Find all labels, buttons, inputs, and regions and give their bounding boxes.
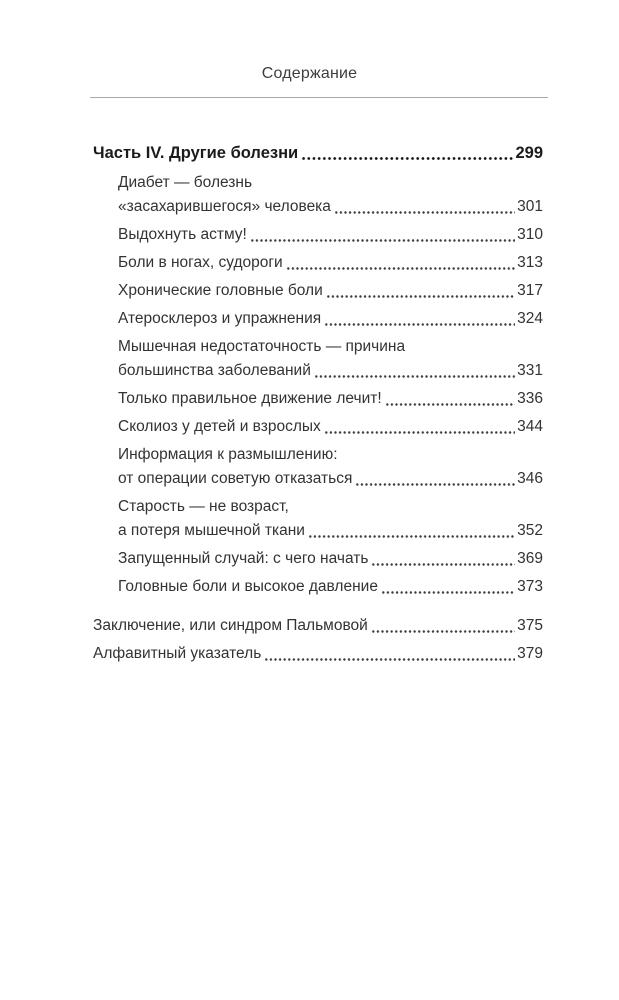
dot-leader <box>326 279 515 303</box>
toc-entry <box>93 223 543 247</box>
toc-entry-title: Алфавитный указатель <box>93 645 262 662</box>
toc-entry-title: Мышечная недостаточность — причина <box>118 338 406 355</box>
toc-entry-title: Хронические головные боли <box>118 282 323 299</box>
toc-entry-title: Диабет — болезнь <box>118 174 253 191</box>
toc-entry-title: «засахарившегося» человека <box>118 198 331 215</box>
toc-entry-title: большинства заболеваний <box>118 362 311 379</box>
dot-leader <box>371 614 515 638</box>
toc-entry-title: Головные боли и высокое давление <box>118 578 378 595</box>
toc-entry <box>93 387 543 411</box>
toc-entry-line <box>118 171 543 195</box>
toc-entry-title: Сколиоз у детей и взрослых <box>118 418 321 435</box>
toc-entry-page: 344 <box>517 418 543 435</box>
dot-leader <box>286 251 515 275</box>
toc-entry <box>93 642 543 666</box>
dot-leader <box>314 359 515 383</box>
toc-entry-page: 317 <box>517 282 543 299</box>
toc-entry-page: 375 <box>517 617 543 634</box>
toc-entry-page: 346 <box>517 470 543 487</box>
toc-entry-page: 331 <box>517 362 543 379</box>
toc-entry-line-with-page <box>118 415 543 439</box>
toc-entry-title: Атеросклероз и упражнения <box>118 310 322 327</box>
toc-entry-title: Заключение, или синдром Пальмовой <box>93 617 368 634</box>
toc-entry-title: Боли в ногах, судороги <box>118 254 283 271</box>
toc-entry <box>93 335 543 383</box>
toc-entry-line-with-page <box>118 307 543 331</box>
toc-entry-title: Информация к размышлению: <box>118 446 338 463</box>
toc-entry <box>93 547 543 571</box>
toc-entry <box>93 415 543 439</box>
toc-entry <box>93 495 543 543</box>
toc-entry-line-with-page <box>93 614 543 638</box>
table-of-contents <box>93 142 543 670</box>
dot-leader <box>381 575 515 599</box>
toc-entry-line-with-page <box>118 359 543 383</box>
toc-entry-line <box>118 335 543 359</box>
dot-leader <box>301 142 513 165</box>
toc-entry-line-with-page <box>118 195 543 219</box>
toc-entry-line-with-page <box>118 387 543 411</box>
toc-entry-title: Только правильное движение лечит! <box>118 390 382 407</box>
toc-part-title: Часть IV. Другие болезни <box>93 144 299 162</box>
dot-leader <box>324 307 515 331</box>
toc-entry-title: Старость — не возраст, <box>118 498 289 515</box>
toc-entry-page: 313 <box>517 254 543 271</box>
dot-leader <box>324 415 515 439</box>
dot-leader <box>308 519 515 543</box>
toc-entry-title: Запущенный случай: с чего начать <box>118 550 369 567</box>
toc-entry <box>93 575 543 599</box>
toc-entry <box>93 307 543 331</box>
dot-leader <box>385 387 515 411</box>
toc-entry-title: а потеря мышечной ткани <box>118 522 305 539</box>
toc-part-page: 299 <box>515 144 543 162</box>
toc-entry-page: 310 <box>517 226 543 243</box>
toc-entry <box>93 171 543 219</box>
toc-entry-title: Выдохнуть астму! <box>118 226 247 243</box>
toc-entry-page: 324 <box>517 310 543 327</box>
toc-entry-page: 369 <box>517 550 543 567</box>
toc-entry <box>93 279 543 303</box>
header-divider <box>90 97 548 98</box>
toc-entry-page: 301 <box>517 198 543 215</box>
toc-entry-line-with-page <box>118 519 543 543</box>
toc-entry-line-with-page <box>118 279 543 303</box>
dot-leader <box>264 642 515 666</box>
page-title: Содержание <box>261 65 358 82</box>
toc-entry-line-with-page <box>118 223 543 247</box>
toc-entry <box>93 614 543 638</box>
toc-entry-page: 373 <box>517 578 543 595</box>
toc-entry-page: 336 <box>517 390 543 407</box>
toc-entry <box>93 443 543 491</box>
dot-leader <box>334 195 515 219</box>
dot-leader <box>250 223 515 247</box>
toc-entry-line-with-page <box>118 251 543 275</box>
toc-entry-line-with-page <box>118 575 543 599</box>
toc-entry-page: 379 <box>517 645 543 662</box>
toc-entry-page: 352 <box>517 522 543 539</box>
toc-part-heading <box>93 142 543 165</box>
toc-entry-line-with-page <box>118 547 543 571</box>
toc-entry-line-with-page <box>93 642 543 666</box>
toc-entries <box>93 171 543 599</box>
toc-entry <box>93 251 543 275</box>
toc-entry-line <box>118 495 543 519</box>
dot-leader <box>355 467 515 491</box>
toc-entry-line <box>118 443 543 467</box>
toc-closing <box>93 614 543 666</box>
toc-entry-title: от операции советую отказаться <box>118 470 353 487</box>
toc-entry-line-with-page <box>118 467 543 491</box>
dot-leader <box>371 547 515 571</box>
